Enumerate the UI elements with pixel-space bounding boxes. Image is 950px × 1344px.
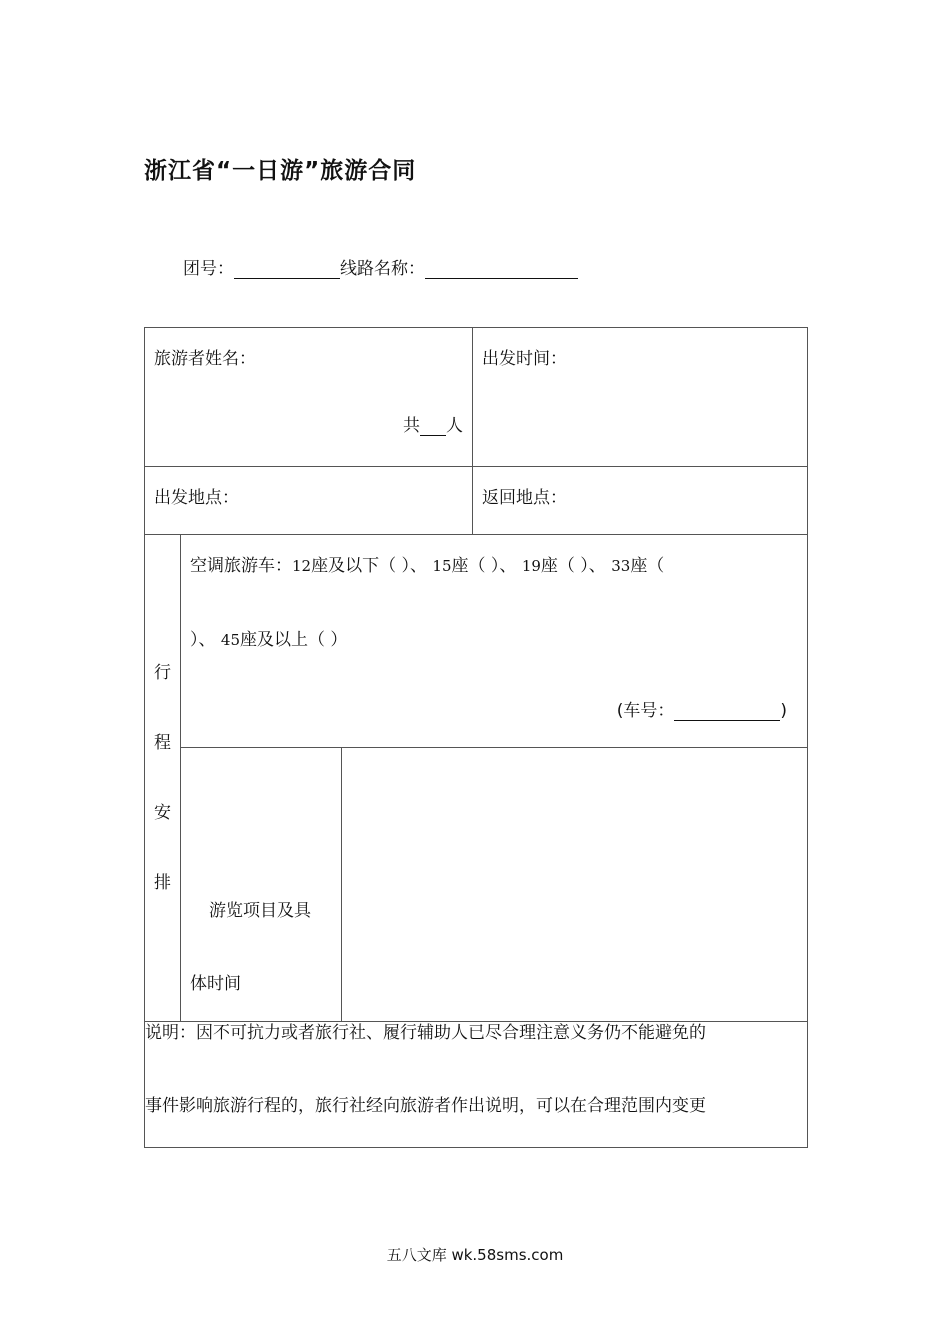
bus-option-15[interactable]: 座（ ）、: [451, 556, 522, 576]
group-no-blank[interactable]: [234, 258, 340, 279]
tourist-name-cell[interactable]: [145, 328, 473, 467]
note-cell: [145, 1022, 808, 1148]
departure-time-label: 出发时间：: [482, 349, 568, 369]
bus-option-33-close: ）、: [190, 630, 221, 650]
bus-options-line2: [190, 625, 347, 650]
bus-option-33[interactable]: 座（: [630, 556, 665, 576]
itinerary-label-cell: [145, 535, 181, 1022]
note-line2: 事件影响旅游行程的，旅行社经向旅游者作出说明，可以在合理范围内变更: [145, 1096, 706, 1116]
person-count-blank[interactable]: [420, 417, 446, 436]
group-no-label: 团号：: [183, 259, 234, 279]
group-route-line: [183, 254, 578, 279]
footer-watermark: 五八文库 wk.58sms.com: [386, 1246, 564, 1264]
itinerary-char: 行: [154, 663, 171, 683]
itinerary-char: 程: [154, 733, 171, 753]
tour-items-label-line1: 游览项目及具: [209, 901, 311, 921]
car-number-close: ): [780, 701, 788, 721]
bus-option-45[interactable]: 座及以上（ ）: [240, 630, 348, 650]
itinerary-char: 排: [154, 873, 171, 893]
tour-items-content-cell[interactable]: [342, 748, 808, 1022]
page-title: 浙江省“一日游”旅游合同: [144, 158, 417, 184]
return-place-cell[interactable]: [473, 467, 808, 535]
person-count: [403, 411, 463, 436]
bus-12: 12: [292, 557, 312, 575]
bus-option-12[interactable]: 座及以下（ ）、: [311, 556, 433, 576]
bus-19: 19: [521, 557, 541, 575]
tour-items-label-line2: 体时间: [190, 974, 241, 994]
route-name-blank[interactable]: [425, 258, 578, 279]
car-number-label: (车号：: [616, 701, 675, 721]
return-place-label: 返回地点：: [482, 488, 568, 508]
departure-time-cell[interactable]: [473, 328, 808, 467]
bus-15: 15: [432, 557, 452, 575]
note-line1: 说明：因不可抗力或者旅行社、履行辅助人已尽合理注意义务仍不能避免的: [145, 1023, 706, 1043]
total-suffix: 人: [446, 416, 464, 436]
route-name-label: 线路名称：: [340, 259, 425, 279]
contract-table: [144, 327, 808, 1148]
total-prefix: 共: [403, 416, 421, 436]
tourist-name-label: 旅游者姓名：: [154, 349, 256, 369]
bus-type-cell[interactable]: [181, 535, 808, 748]
bus-label: 空调旅游车：: [190, 556, 292, 576]
bus-option-19[interactable]: 座（ ）、: [540, 556, 612, 576]
bus-options-line1: [190, 551, 664, 576]
itinerary-char: 安: [154, 803, 171, 823]
car-number-blank[interactable]: [674, 700, 780, 721]
car-number: [617, 696, 787, 721]
tour-items-label-cell: [181, 748, 342, 1022]
departure-place-cell[interactable]: [145, 467, 473, 535]
departure-place-label: 出发地点：: [154, 488, 239, 508]
bus-45: 45: [220, 631, 240, 649]
bus-33: 33: [611, 557, 631, 575]
